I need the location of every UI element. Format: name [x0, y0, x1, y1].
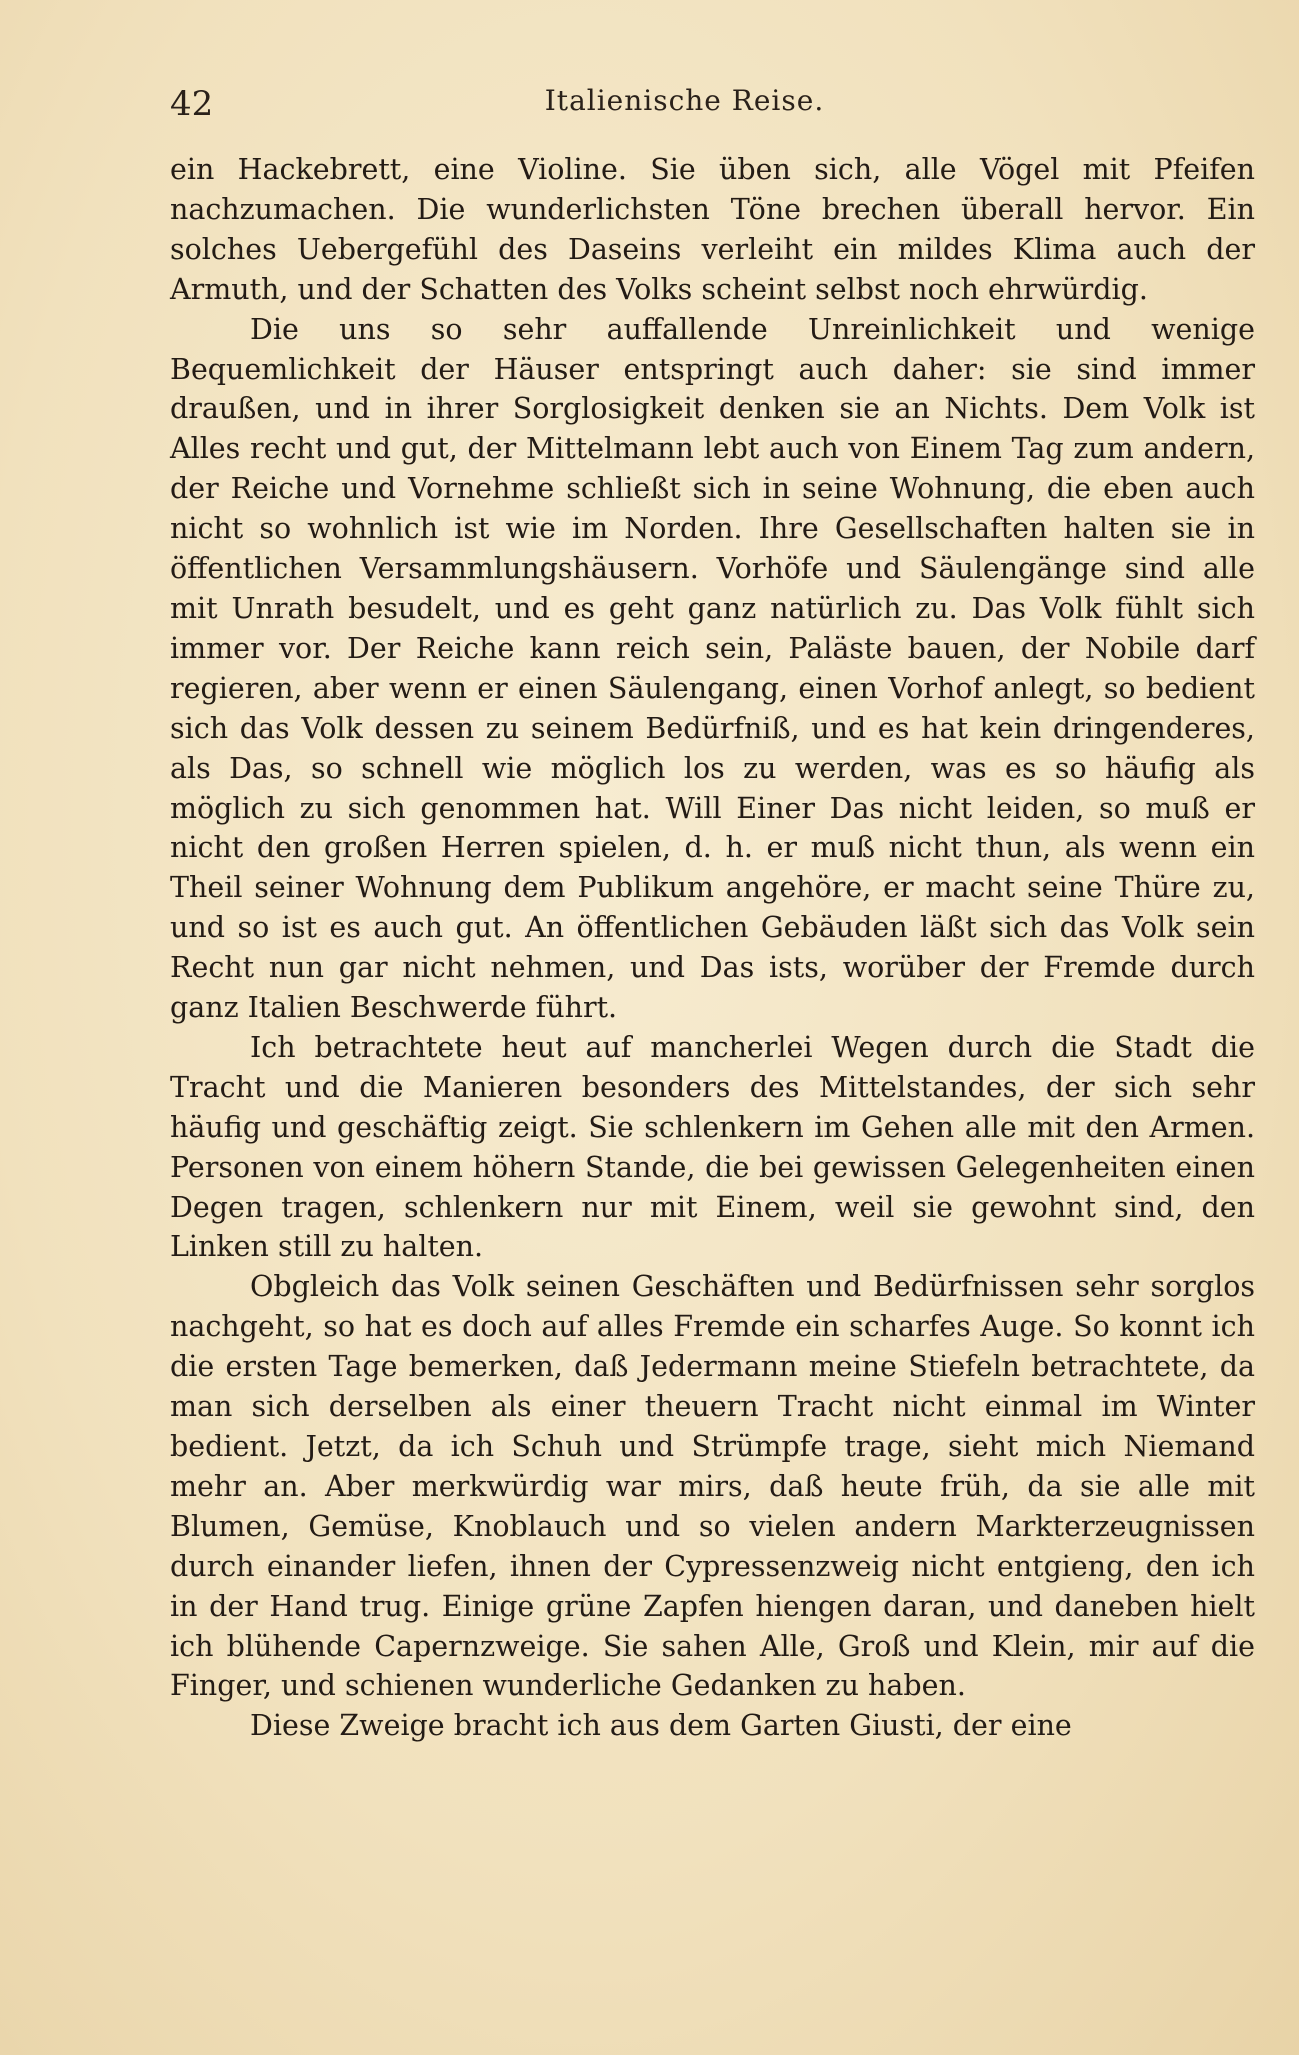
page-header	[170, 70, 1199, 140]
paragraph-1: ein Hackebrett, eine Violine. Sie üben sich, alle Vögel mit Pfeifen nachzumachen. Die wunderlichsten Töne brechen überall hervor. Ein solches Uebergefühl des Daseins verleiht ein mildes Klima auch der Armuth, und der Schatten des Volks scheint selbst noch ehrwürdig.	[170, 153, 1255, 306]
page-number: 42	[170, 84, 214, 124]
paragraph-4: Obgleich das Volk seinen Geschäften und Bedürfnissen sehr sorglos nachgeht, so hat es doch auf alles Fremde ein scharfes Auge. So konnt ich die ersten Tage bemerken, daß Jedermann meine Stiefeln betrachtete, da man sich derselben als einer theuern Tracht nicht einmal im Winter bedient. Jetzt, da ich Schuh und Strümpfe trage, sieht mich Niemand mehr an. Aber merkwürdig war mirs, daß heute früh, da sie alle mit Blumen, Gemüse, Knoblauch und so vielen andern Markterzeugnissen durch einander liefen, ihnen der Cypressenzweig nicht entgieng, den ich in der Hand trug. Einige grüne Zapfen hiengen daran, und daneben hielt ich blühende Capernzweige. Sie sahen Alle, Groß und Klein, mir auf die Finger, und schienen wunderliche Gedanken zu haben.	[170, 1270, 1255, 1703]
running-title: Italienische Reise.	[544, 84, 825, 117]
paragraph-5: Diese Zweige bracht ich aus dem Garten Giusti, der eine	[250, 1709, 1072, 1743]
body-text	[170, 150, 1255, 1746]
paragraph-3: Ich betrachtete heut auf mancherlei Wegen durch die Stadt die Tracht und die Manieren besonders des Mittelstandes, der sich sehr häufig und geschäftig zeigt. Sie schlenkern im Gehen alle mit den Armen. Personen von einem höhern Stande, die bei gewissen Gelegenheiten einen Degen tragen, schlenkern nur mit Einem, weil sie gewohnt sind, den Linken still zu halten.	[170, 1030, 1255, 1264]
paragraph-2: Die uns so sehr auffallende Unreinlichkeit und wenige Bequemlichkeit der Häuser entspringt auch daher: sie sind immer draußen, und in ihrer Sorglosigkeit denken sie an Nichts. Dem Volk ist Alles recht und gut, der Mittelmann lebt auch von Einem Tag zum andern, der Reiche und Vornehme schließt sich in seine Wohnung, die eben auch nicht so wohnlich ist wie im Norden. Ihre Gesellschaften halten sie in öffentlichen Versammlungshäusern. Vorhöfe und Säulengänge sind alle mit Unrath besudelt, und es geht ganz natürlich zu. Das Volk fühlt sich immer vor. Der Reiche kann reich sein, Paläste bauen, der Nobile darf regieren, aber wenn er einen Säulengang, einen Vorhof anlegt, so bedient sich das Volk dessen zu seinem Bedürfniß, und es hat kein dringenderes, als Das, so schnell wie möglich los zu werden, was es so häufig als möglich zu sich genommen hat. Will Einer Das nicht leiden, so muß er nicht den großen Herren spielen, d. h. er muß nicht thun, als wenn ein Theil seiner Wohnung dem Publikum angehöre, er macht seine Thüre zu, und so ist es auch gut. An öffentlichen Gebäuden läßt sich das Volk sein Recht nun gar nicht nehmen, und Das ists, worüber der Fremde durch ganz Italien Beschwerde führt.	[170, 312, 1255, 1025]
